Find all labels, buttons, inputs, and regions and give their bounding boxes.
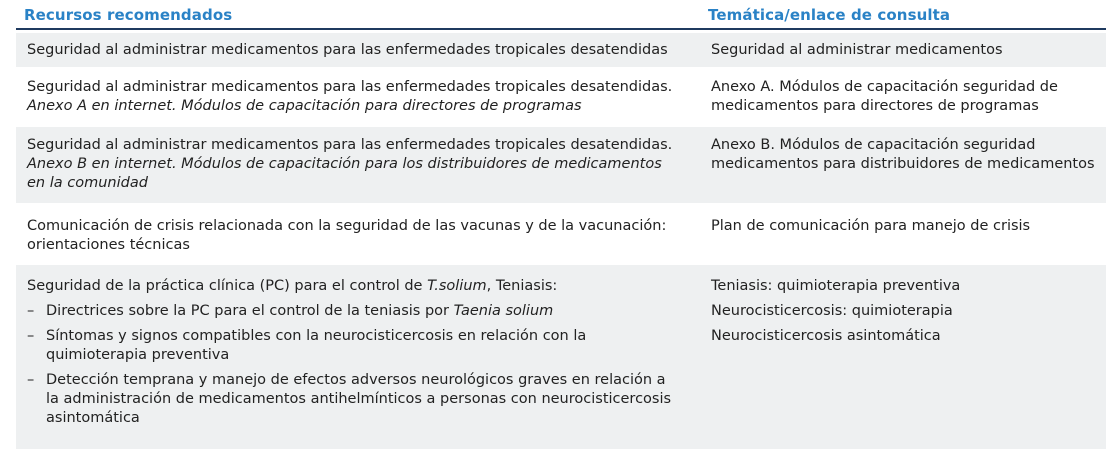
list-item: – Detección temprana y manejo de efectos adversos neurológicos graves en relación a la administración de medicamentos antihelmínticos a personas con neurocisticercosis asintomática [27, 372, 672, 426]
topic-link[interactable]: Neurocisticercosis: quimioterapia [711, 303, 953, 319]
column-header-topic-link: Temática/enlace de consulta [708, 6, 951, 24]
row-resource [27, 277, 693, 428]
table-row [16, 207, 1106, 262]
row-resource: Comunicación de crisis relacionada con la seguridad de las vacunas y de la vacunación: orientaciones técnicas [27, 218, 667, 253]
table-row [16, 70, 1106, 124]
column-header-resources: Recursos recomendados [24, 6, 233, 24]
row-topic-links [711, 277, 1103, 346]
list-item: – Síntomas y signos compatibles con la neurocisticercosis en relación con la quimioterapia preventiva [27, 328, 587, 363]
topic-link[interactable]: Teniasis: quimioterapia preventiva [711, 278, 961, 294]
table-header [16, 0, 1106, 30]
row-intro: Seguridad de la práctica clínica (PC) para el control de T.solium, Teniasis: [27, 278, 558, 294]
table-row [16, 127, 1106, 203]
row-topic-link[interactable]: Anexo A. Módulos de capacitación seguridad de medicamentos para directores de programas [711, 79, 1058, 114]
row-topic-link[interactable]: Anexo B. Módulos de capacitación seguridad medicamentos para distribuidores de medicamentos [711, 137, 1095, 172]
row-topic-link[interactable]: Plan de comunicación para manejo de crisis [711, 218, 1031, 234]
row-resource: Seguridad al administrar medicamentos para las enfermedades tropicales desatendidas. Anexo A en internet. Módulos de capacitación para directores de programas [27, 79, 673, 114]
topic-link[interactable]: Neurocisticercosis asintomática [711, 328, 941, 344]
row-resource: Seguridad al administrar medicamentos para las enfermedades tropicales desatendidas [27, 42, 668, 58]
table-row [16, 33, 1106, 67]
table-row [16, 265, 1106, 449]
row-topic-link[interactable]: Seguridad al administrar medicamentos [711, 42, 1003, 58]
row-resource: Seguridad al administrar medicamentos para las enfermedades tropicales desatendidas. Anexo B en internet. Módulos de capacitación para los distribuidores de medicamentos en la comunidad [27, 137, 673, 191]
list-item: – Directrices sobre la PC para el control de la teniasis por Taenia solium [27, 303, 554, 319]
